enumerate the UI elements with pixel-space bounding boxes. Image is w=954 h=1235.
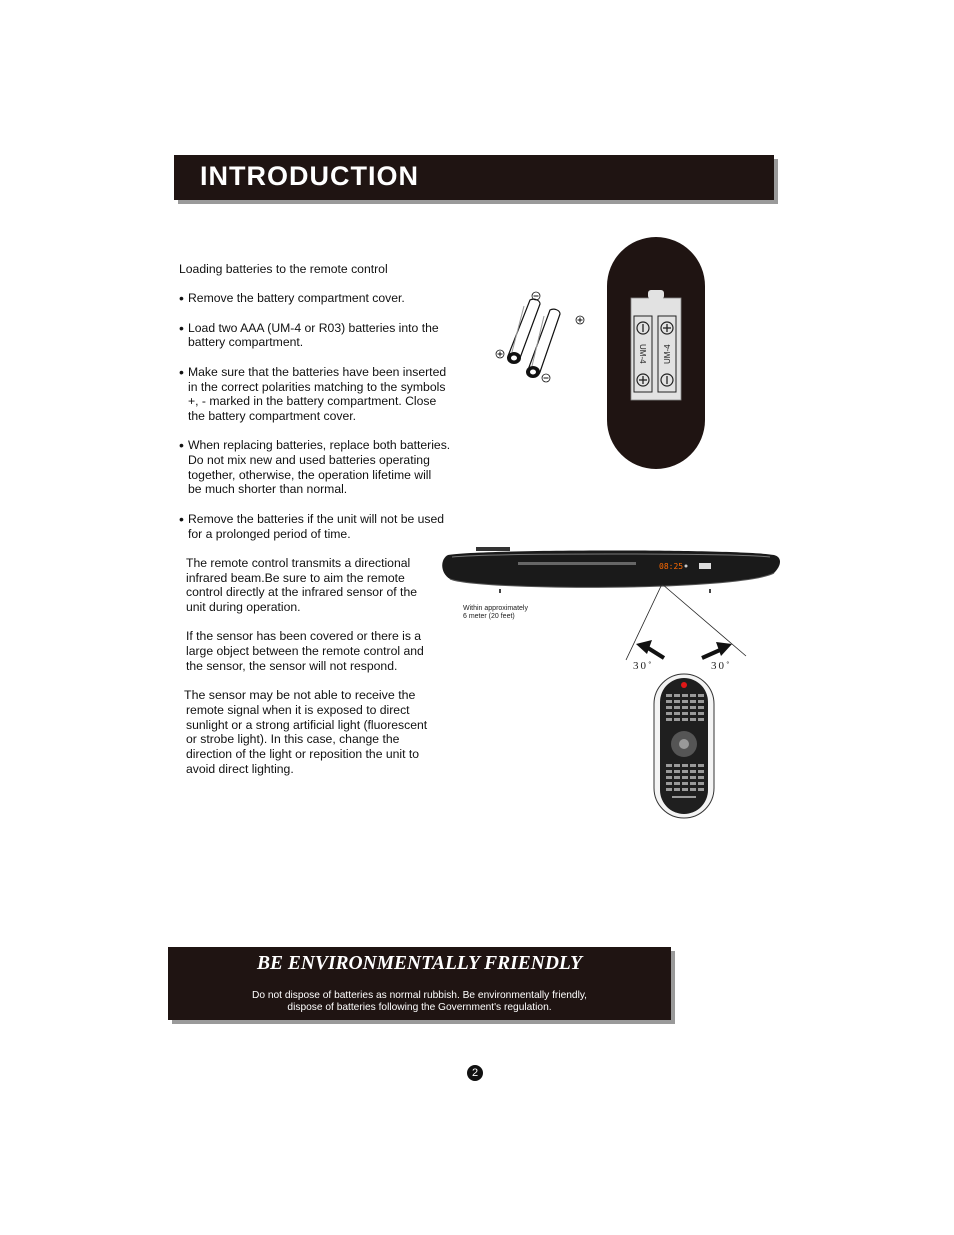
angle-label-right: 30˚ bbox=[711, 660, 732, 672]
environment-notice bbox=[168, 947, 671, 1020]
usb-port bbox=[699, 563, 711, 569]
plus-icon bbox=[576, 316, 584, 324]
remote-control-illustration bbox=[652, 672, 716, 820]
bullet-icon: • bbox=[179, 510, 184, 527]
infrared-angle-diagram bbox=[600, 570, 760, 680]
paragraph-infrared: The remote control transmits a directional infrared beam.Be sure to aim the remote control directly at the infrared sensor of the unit during operation. bbox=[186, 555, 418, 615]
arrow-right-icon bbox=[702, 642, 732, 658]
list-item: • Load two AAA (UM-4 or R03) batteries into the battery compartment. bbox=[179, 319, 439, 350]
environment-text: Do not dispose of batteries as normal rubbish. Be environmentally friendly, dispose of batteries following the Government's regulation. bbox=[251, 990, 588, 1013]
battery-label: UM-4 bbox=[638, 344, 647, 364]
minus-icon bbox=[532, 292, 540, 300]
bullet-icon: • bbox=[179, 363, 184, 380]
list-item: • Remove the batteries if the unit will not be used for a prolonged period of time. bbox=[179, 510, 445, 541]
page-title: INTRODUCTION bbox=[200, 161, 419, 191]
angle-label-left: 30˚ bbox=[633, 660, 654, 672]
bullet-icon: • bbox=[179, 290, 184, 307]
paragraph-sunlight: The sensor may be not able to receive the remote signal when it is exposed to direct sunlight or a strong artificial light (fluorescent or strobe light). In this case, change the direction of the light or reposition the unit to avoid direct lighting. bbox=[184, 688, 428, 776]
arrow-left-icon bbox=[636, 640, 664, 658]
batteries-illustration bbox=[490, 286, 590, 386]
paragraph-sensor-blocked: If the sensor has been covered or there is a large object between the remote control and the sensor, the sensor will not respond. bbox=[186, 629, 424, 673]
bullet-icon: • bbox=[179, 437, 184, 454]
page-number: 2 bbox=[467, 1065, 483, 1081]
battery-label: UM-4 bbox=[663, 344, 672, 364]
power-icon bbox=[681, 682, 687, 688]
section-header bbox=[174, 155, 774, 200]
minus-icon bbox=[542, 374, 550, 382]
remote-back-illustration bbox=[606, 236, 708, 472]
list-item: • Remove the battery compartment cover. bbox=[179, 290, 405, 307]
list-item: • Make sure that the batteries have been inserted in the correct polarities matching to the symbols +, - marked in the battery compartment. Close the battery compartment cover. bbox=[179, 363, 447, 423]
intro-heading: Loading batteries to the remote control bbox=[179, 262, 388, 276]
environment-title: BE ENVIRONMENTALLY FRIENDLY bbox=[256, 953, 583, 974]
bullet-icon: • bbox=[179, 319, 184, 336]
instructions-text bbox=[179, 262, 459, 776]
range-label: Within approximately 6 meter (20 feet) bbox=[463, 605, 528, 620]
plus-icon bbox=[496, 350, 504, 358]
disc-slot bbox=[518, 562, 636, 565]
list-item: • When replacing batteries, replace both batteries. Do not mix new and used batteries operating together, otherwise, the operation lifetime will be much shorter than normal. bbox=[179, 437, 451, 497]
display-time: 08:25 bbox=[659, 562, 684, 571]
